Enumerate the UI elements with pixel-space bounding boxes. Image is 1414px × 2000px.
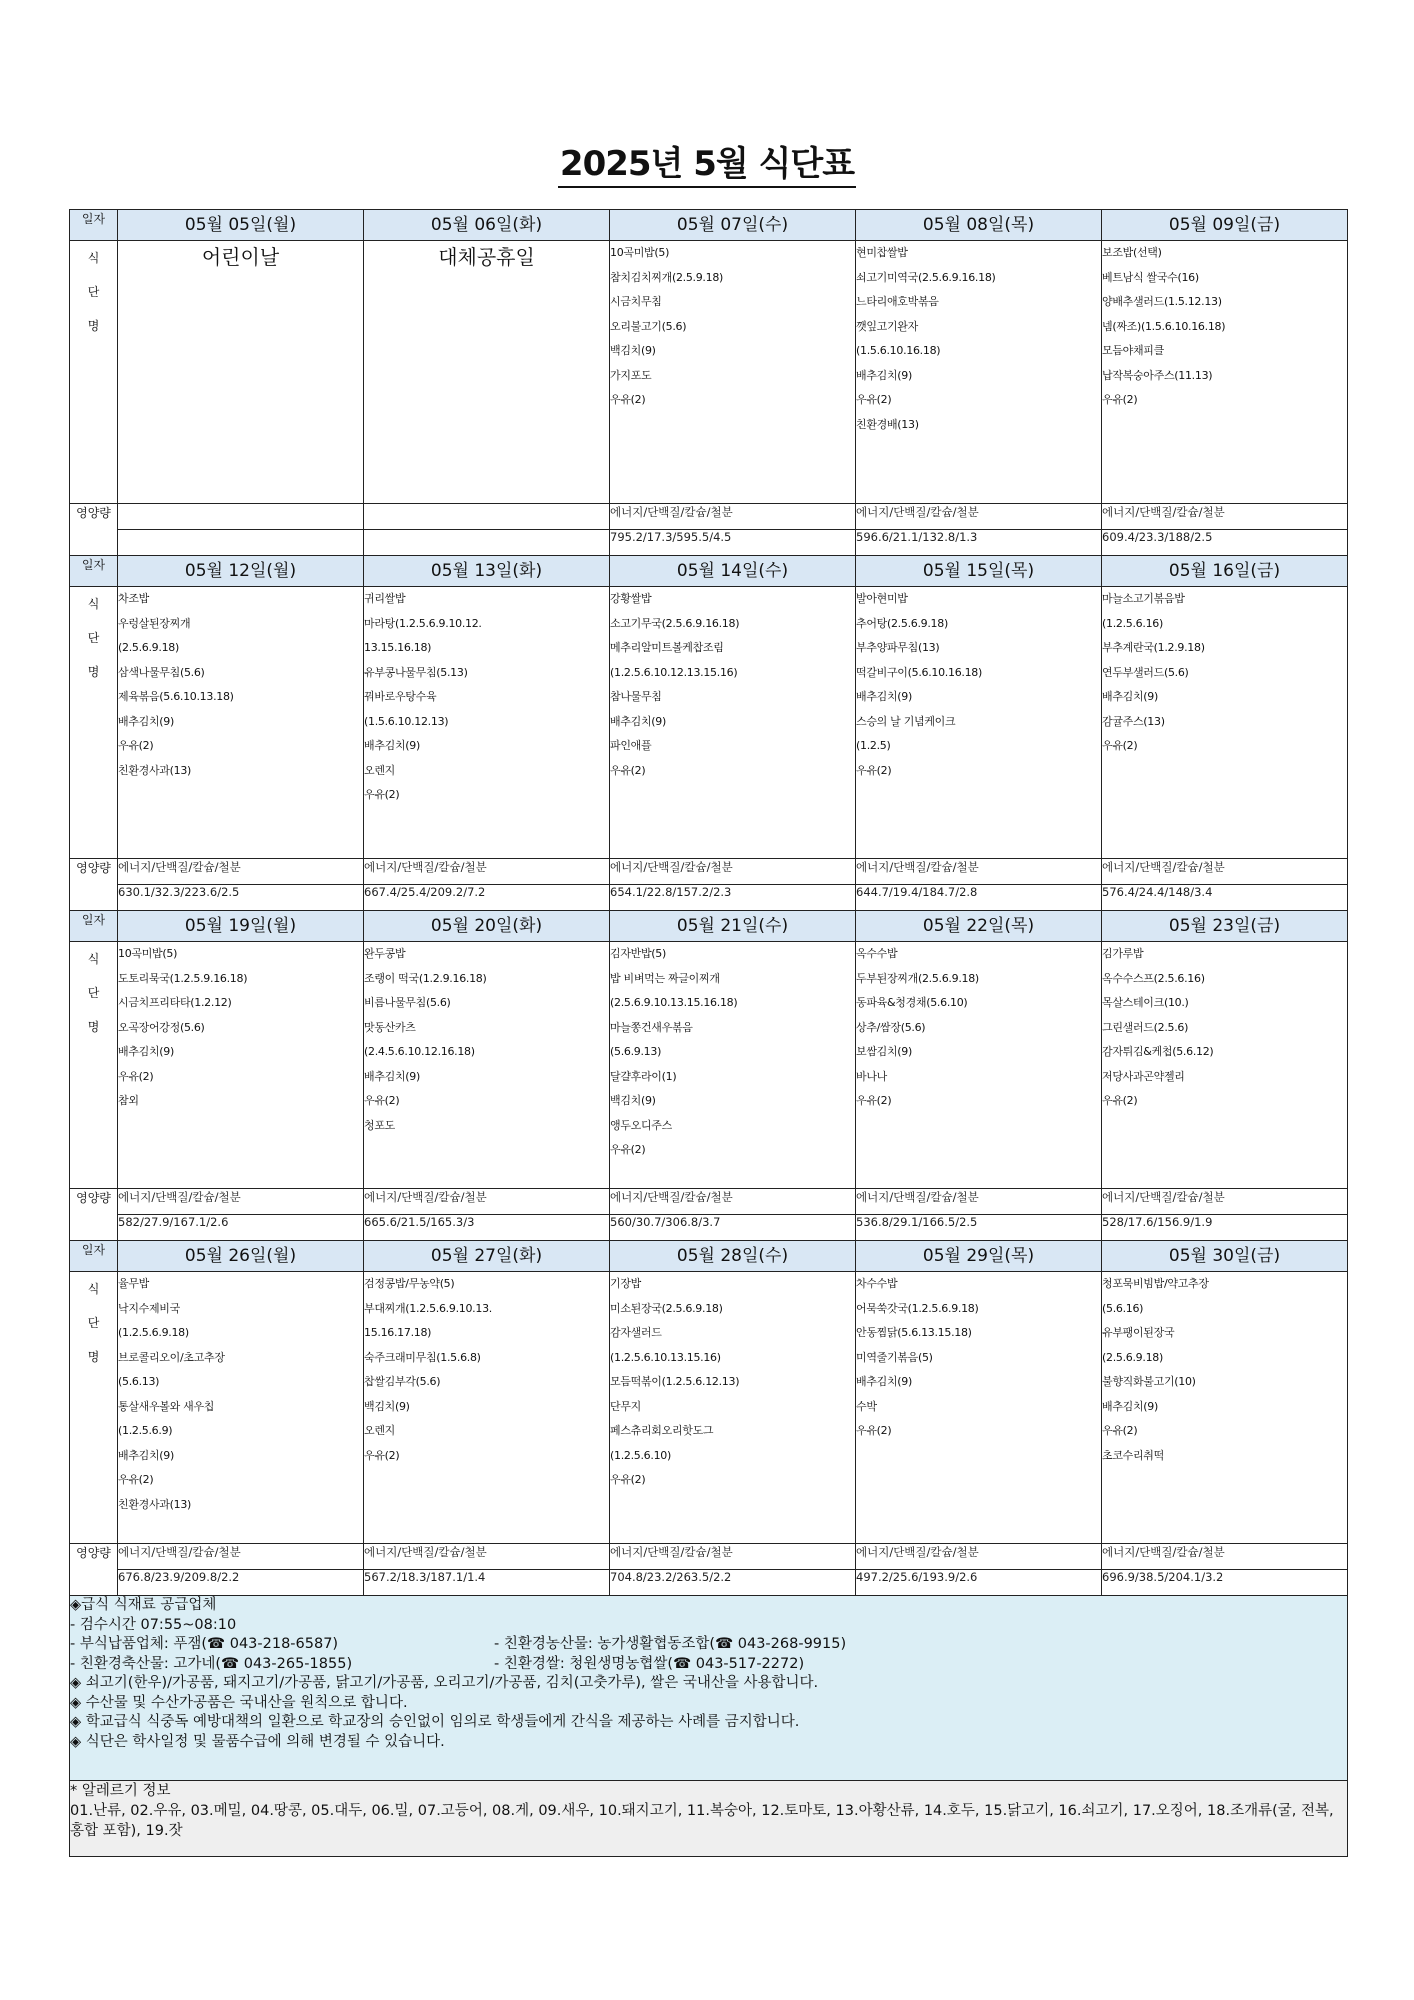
menu-item: 옥수수스프(2.5.6.16) [1102, 971, 1205, 985]
date-label: 일자 [70, 911, 118, 942]
menu-item: 숙주크래미무침(1.5.6.8) [364, 1350, 481, 1364]
menu-item: 친환경사과(13) [118, 1497, 192, 1511]
menu-item: 두부된장찌개(2.5.6.9.18) [856, 971, 979, 985]
menu-item: 바나나 [856, 1069, 887, 1083]
menu-label-char: 식 [87, 1282, 100, 1296]
menu-item: 우유(2) [856, 1424, 892, 1437]
menu-item: 유부팽이된장국 [1102, 1326, 1175, 1339]
menu-item: 단무지 [610, 1399, 641, 1413]
day-date: 05월 27일(화) [364, 1241, 610, 1272]
menu-item: 우유(2) [856, 763, 892, 777]
menu-item: 배추김치(9) [118, 714, 174, 728]
nutrition-header: 에너지/단백질/칼슘/철분 [610, 504, 856, 530]
notice-statement: ◈ 수산물 및 수산가공품은 국내산을 원칙으로 합니다. [70, 1694, 408, 1711]
menu-item: 느타리애호박볶음 [856, 295, 939, 308]
day-menu [118, 1272, 364, 1544]
menu-item: 우유(2) [1102, 1424, 1138, 1437]
menu-item: 10곡미밥(5) [118, 947, 178, 960]
menu-item: 유부콩나물무침(5.13) [364, 665, 468, 679]
menu-item: 옥수수밥 [856, 947, 898, 960]
nutrition-header: 에너지/단백질/칼슘/철분 [364, 859, 610, 885]
day-date: 05월 28일(수) [610, 1241, 856, 1272]
menu-label-char: 식 [87, 597, 100, 611]
menu-item: 배추김치(9) [856, 1375, 912, 1388]
supplier-notice [70, 1596, 1348, 1781]
nutrition-header [364, 504, 610, 530]
menu-item: 연두부샐러드(5.6) [1102, 665, 1189, 679]
nutrition-header: 에너지/단백질/칼슘/철분 [364, 1189, 610, 1215]
menu-label-char: 식 [87, 952, 100, 966]
supplier-entry: - 친환경농산물: 농가생활협동조합(☎ 043-268-9915) [494, 1636, 847, 1652]
menu-item: 저당사과곤약젤리 [1102, 1069, 1185, 1083]
nutrition-header: 에너지/단백질/칼슘/철분 [856, 859, 1102, 885]
menu-item: 스승의 날 기념케이크 [856, 714, 956, 728]
menu-item: 미역줄기볶음(5) [856, 1350, 933, 1364]
day-menu [610, 1272, 856, 1544]
menu-item: 율무밥 [118, 1277, 149, 1290]
menu-item: 제육볶음(5.6.10.13.18) [118, 690, 234, 703]
allergy-heading: * 알레르기 정보 [70, 1783, 171, 1799]
menu-item: 부추양파무침(13) [856, 641, 940, 654]
menu-label-char: 단 [87, 986, 100, 1000]
menu-item: 불향직화불고기(10) [1102, 1375, 1196, 1388]
menu-item: 친환경사과(13) [118, 763, 192, 777]
day-date: 05월 23일(금) [1102, 911, 1348, 942]
allergy-info [70, 1781, 1348, 1857]
day-menu [610, 241, 856, 504]
nutrition-values: 795.2/17.3/595.5/4.5 [610, 530, 856, 556]
menu-item: 귀리쌀밥 [364, 592, 406, 605]
menu-item: 우유(2) [364, 1448, 400, 1462]
nutrition-header: 에너지/단백질/칼슘/철분 [118, 1544, 364, 1570]
menu-item: 배추김치(9) [856, 690, 912, 703]
day-date: 05월 05일(월) [118, 210, 364, 241]
day-date: 05월 13일(화) [364, 556, 610, 587]
menu-item: (1.5.6.10.12.13) [364, 714, 449, 728]
day-menu [118, 942, 364, 1189]
menu-item: 완두콩밥 [364, 947, 406, 960]
menu-item: 떡갈비구이(5.6.10.16.18) [856, 665, 982, 679]
menu-item: 우유(2) [856, 1094, 892, 1107]
menu-item: 배추김치(9) [856, 368, 912, 382]
allergy-list: 01.난류, 02.우유, 03.메밀, 04.땅콩, 05.대두, 06.밀, 07.고등어, 08.게, 09.새우, 10.돼지고기, 11.복숭아, 12.토마토, 13.아황산류, 14.호두, 15.닭고기, 16.쇠고기, 17.오징어, 18.조개류(굴, 전복, 홍합 포함), 19.잣 [70, 1803, 1334, 1839]
menu-label-char: 단 [87, 631, 100, 645]
day-date: 05월 21일(수) [610, 911, 856, 942]
nutrition-header: 에너지/단백질/칼슘/철분 [364, 1544, 610, 1570]
menu-item: 페스츄리회오리핫도그 [610, 1424, 714, 1437]
menu-item: (1.2.5.6.10.13.15.16) [610, 1350, 721, 1364]
menu-label-char: 단 [87, 285, 100, 299]
menu-item: 청포묵비빔밥/약고추장 [1102, 1277, 1209, 1290]
menu-item: 보조밥(선택) [1102, 246, 1162, 259]
menu-item: 배추김치(9) [610, 714, 666, 728]
nutrition-header: 에너지/단백질/칼슘/철분 [856, 1189, 1102, 1215]
nutrition-label: 영양량 [70, 504, 118, 556]
date-label: 일자 [70, 210, 118, 241]
menu-item: 추어탕(2.5.6.9.18) [856, 616, 948, 630]
menu-item: 부대찌개(1.2.5.6.9.10.13. [364, 1301, 492, 1315]
menu-item: 우유(2) [1102, 739, 1138, 752]
menu-item: 도토리묵국(1.2.5.9.16.18) [118, 971, 248, 985]
menu-item: 소고기무국(2.5.6.9.16.18) [610, 616, 740, 630]
day-date: 05월 09일(금) [1102, 210, 1348, 241]
day-menu [856, 1272, 1102, 1544]
day-menu [364, 942, 610, 1189]
menu-item: 어묵쑥갓국(1.2.5.6.9.18) [856, 1301, 979, 1315]
menu-item: 우유(2) [610, 1143, 646, 1156]
nutrition-values: 665.6/21.5/165.3/3 [364, 1215, 610, 1241]
menu-item: 앵두오디주스 [610, 1118, 672, 1132]
nutrition-values: 667.4/25.4/209.2/7.2 [364, 885, 610, 911]
menu-item: 수박 [856, 1399, 877, 1413]
nutrition-label: 영양량 [70, 1544, 118, 1596]
day-menu [856, 942, 1102, 1189]
menu-label-char: 명 [87, 1020, 100, 1034]
menu-item: 검정콩밥/무농약(5) [364, 1277, 455, 1290]
menu-item: 쇠고기미역국(2.5.6.9.16.18) [856, 270, 996, 284]
menu-item: (2.5.6.9.18) [1102, 1350, 1163, 1364]
menu-item: 시금치프리타타(1.2.12) [118, 996, 232, 1009]
menu-item: 우유(2) [856, 393, 892, 406]
menu-item: 모듬떡볶이(1.2.5.6.12.13) [610, 1375, 740, 1388]
supplier-entry: - 친환경축산물: 고가네(☎ 043-265-1855) [70, 1655, 353, 1672]
notice-statement: ◈ 식단은 학사일정 및 물품수급에 의해 변경될 수 있습니다. [70, 1733, 445, 1750]
menu-item: 깻잎고기완자 [856, 319, 918, 333]
menu-item: 모듬야채피클 [1102, 344, 1164, 357]
day-menu [1102, 942, 1348, 1189]
menu-item: (1.2.5.6.10.12.13.15.16) [610, 665, 738, 679]
menu-item: 발아현미밥 [856, 592, 908, 605]
menu-item: 청포도 [364, 1118, 395, 1132]
nutrition-header: 에너지/단백질/칼슘/철분 [118, 859, 364, 885]
nutrition-header [118, 504, 364, 530]
menu-item: 배추김치(9) [118, 1448, 174, 1462]
day-date: 05월 08일(목) [856, 210, 1102, 241]
menu-item: (5.6.9.13) [610, 1045, 662, 1058]
day-menu [856, 241, 1102, 504]
menu-item: 우렁살된장찌개 [118, 616, 191, 630]
menu-item: 우유(2) [1102, 1094, 1138, 1107]
menu-item: 우유(2) [364, 1094, 400, 1107]
menu-item: 차수수밥 [856, 1277, 898, 1290]
notice-heading: ◈급식 식재료 공급업체 [70, 1597, 217, 1613]
menu-item: (1.2.5.6.9) [118, 1424, 173, 1437]
menu-item: 우유(2) [610, 763, 646, 777]
notice-statement: ◈ 쇠고기(한우)/가공품, 돼지고기/가공품, 닭고기/가공품, 오리고기/가공품, 김치(고춧가루), 쌀은 국내산을 사용합니다. [70, 1675, 819, 1691]
menu-item: 낙지수제비국 [118, 1301, 180, 1315]
menu-item: 우유(2) [610, 1473, 646, 1486]
menu-item: 동파육&청경채(5.6.10) [856, 996, 968, 1009]
menu-label [70, 942, 118, 1189]
day-date: 05월 07일(수) [610, 210, 856, 241]
nutrition-values: 630.1/32.3/223.6/2.5 [118, 885, 364, 911]
day-menu [364, 1272, 610, 1544]
menu-item: 메추리알미트볼케찹조림 [610, 641, 724, 654]
menu-item: 기장밥 [610, 1277, 641, 1290]
menu-item: 배추김치(9) [1102, 1399, 1158, 1413]
menu-item: (2.5.6.9.10.13.15.16.18) [610, 996, 738, 1009]
menu-item: 배추김치(9) [1102, 690, 1158, 703]
nutrition-header: 에너지/단백질/칼슘/철분 [856, 1544, 1102, 1570]
menu-item: 통살새우볼와 새우칩 [118, 1399, 215, 1413]
menu-item: 10곡미밥(5) [610, 246, 670, 259]
nutrition-values: 654.1/22.8/157.2/2.3 [610, 885, 856, 911]
menu-item: 오리불고기(5.6) [610, 319, 687, 333]
page-title: 2025년 5월 식단표 [0, 136, 1414, 185]
menu-item: 초코수리취떡 [1102, 1448, 1164, 1462]
nutrition-label: 영양량 [70, 859, 118, 911]
menu-item: 13.15.16.18) [364, 641, 432, 654]
menu-item: 오렌지 [364, 763, 395, 777]
day-menu [364, 587, 610, 859]
menu-label [70, 1272, 118, 1544]
menu-item: 우유(2) [1102, 393, 1138, 406]
menu-item: 백김치(9) [610, 1094, 656, 1107]
menu-item: 꿔바로우탕수육 [364, 690, 437, 703]
nutrition-values: 497.2/25.6/193.9/2.6 [856, 1570, 1102, 1596]
menu-item: 안동찜닭(5.6.13.15.18) [856, 1326, 972, 1339]
nutrition-header: 에너지/단백질/칼슘/철분 [1102, 859, 1348, 885]
day-date: 05월 19일(월) [118, 911, 364, 942]
menu-item: 배추김치(9) [364, 1069, 420, 1083]
menu-item: 우유(2) [610, 393, 646, 406]
menu-item: 차조밥 [118, 592, 149, 605]
notice-statement: ◈ 학교급식 식중독 예방대책의 일환으로 학교장의 승인없이 임의로 학생들에게 간식을 제공하는 사례를 금지합니다. [70, 1714, 800, 1730]
day-menu [1102, 241, 1348, 504]
day-date: 05월 26일(월) [118, 1241, 364, 1272]
day-menu [118, 587, 364, 859]
menu-item: 마라탕(1.2.5.6.9.10.12. [364, 616, 482, 630]
menu-item: 비름나물무침(5.6) [364, 996, 451, 1009]
nutrition-values: 696.9/38.5/204.1/3.2 [1102, 1570, 1348, 1596]
menu-item: 참외 [118, 1094, 139, 1107]
menu-item: 브로콜리오이/초고추장 [118, 1350, 225, 1364]
menu-item: 참나물무침 [610, 690, 662, 703]
supplier-row [70, 1635, 1347, 1655]
menu-item: 우유(2) [364, 788, 400, 801]
menu-item: 백김치(9) [364, 1399, 410, 1413]
menu-item: 마늘쫑건새우볶음 [610, 1020, 693, 1034]
menu-item: 우유(2) [118, 1069, 154, 1083]
nutrition-values: 528/17.6/156.9/1.9 [1102, 1215, 1348, 1241]
menu-item: (2.5.6.9.18) [118, 641, 179, 654]
inspection-time: - 검수시간 07:55~08:10 [70, 1616, 237, 1633]
nutrition-values: 582/27.9/167.1/2.6 [118, 1215, 364, 1241]
menu-item: 감자튀김&케첩(5.6.12) [1102, 1045, 1214, 1058]
menu-item: 목살스테이크(10.) [1102, 996, 1189, 1009]
menu-item: 미소된장국(2.5.6.9.18) [610, 1301, 723, 1315]
menu-item: 상추/쌈장(5.6) [856, 1020, 926, 1034]
menu-item: 김자반밥(5) [610, 947, 666, 960]
menu-item: 가지포도 [610, 368, 652, 382]
nutrition-header: 에너지/단백질/칼슘/철분 [1102, 504, 1348, 530]
nutrition-header: 에너지/단백질/칼슘/철분 [610, 859, 856, 885]
nutrition-values: 536.8/29.1/166.5/2.5 [856, 1215, 1102, 1241]
menu-item: 현미찹쌀밥 [856, 246, 908, 259]
menu-item: 참치김치찌개(2.5.9.18) [610, 270, 724, 284]
nutrition-header: 에너지/단백질/칼슘/철분 [1102, 1544, 1348, 1570]
day-date: 05월 20일(화) [364, 911, 610, 942]
nutrition-header: 에너지/단백질/칼슘/철분 [610, 1544, 856, 1570]
menu-item: 조랭이 떡국(1.2.9.16.18) [364, 971, 487, 985]
menu-item: 베트남식 쌀국수(16) [1102, 270, 1199, 284]
menu-item: 감자샐러드 [610, 1326, 662, 1339]
day-menu [610, 942, 856, 1189]
menu-item: 맛동산카츠 [364, 1020, 416, 1034]
nutrition-values: 576.4/24.4/148/3.4 [1102, 885, 1348, 911]
day-date: 05월 12일(월) [118, 556, 364, 587]
nutrition-header: 에너지/단백질/칼슘/철분 [118, 1189, 364, 1215]
day-menu [610, 587, 856, 859]
menu-label-char: 명 [87, 1350, 100, 1364]
nutrition-values [118, 530, 364, 556]
menu-item: 김가루밥 [1102, 947, 1144, 960]
day-date: 05월 29일(목) [856, 1241, 1102, 1272]
nutrition-header: 에너지/단백질/칼슘/철분 [610, 1189, 856, 1215]
day-date: 05월 30일(금) [1102, 1241, 1348, 1272]
menu-item: (5.6.13) [118, 1375, 160, 1388]
menu-item: (1.2.5.6.10) [610, 1448, 671, 1462]
menu-item: 강황쌀밥 [610, 592, 652, 605]
menu-item: 오곡장어강정(5.6) [118, 1020, 205, 1034]
menu-item: 양배추샐러드(1.5.12.13) [1102, 295, 1222, 308]
menu-label [70, 241, 118, 504]
day-menu [856, 587, 1102, 859]
nutrition-header: 에너지/단백질/칼슘/철분 [856, 504, 1102, 530]
menu-label-char: 명 [87, 665, 100, 679]
menu-item: 찹쌀김부각(5.6) [364, 1375, 441, 1388]
date-label: 일자 [70, 556, 118, 587]
nutrition-values [364, 530, 610, 556]
menu-item: 그린샐러드(2.5.6) [1102, 1020, 1189, 1034]
menu-table [69, 209, 1348, 1857]
menu-item: 마늘소고기볶음밥 [1102, 592, 1185, 605]
nutrition-values: 567.2/18.3/187.1/1.4 [364, 1570, 610, 1596]
menu-item: (1.2.5.6.16) [1102, 616, 1163, 630]
menu-item: 친환경배(13) [856, 417, 919, 431]
menu-label-char: 단 [87, 1316, 100, 1330]
day-date: 05월 22일(목) [856, 911, 1102, 942]
menu-item: 우유(2) [118, 1473, 154, 1486]
menu-item: 백김치(9) [610, 344, 656, 357]
menu-label [70, 587, 118, 859]
day-date: 05월 15일(목) [856, 556, 1102, 587]
supplier-entry: - 친환경쌀: 청원생명농협쌀(☎ 043-517-2272) [494, 1655, 805, 1672]
nutrition-values: 704.8/23.2/263.5/2.2 [610, 1570, 856, 1596]
day-date: 05월 14일(수) [610, 556, 856, 587]
day-date: 05월 06일(화) [364, 210, 610, 241]
day-menu [1102, 1272, 1348, 1544]
menu-item: 시금치무침 [610, 295, 662, 308]
menu-item: 부추계란국(1.2.9.18) [1102, 641, 1205, 654]
day-menu [1102, 587, 1348, 859]
menu-item: 넴(짜조)(1.5.6.10.16.18) [1102, 319, 1226, 333]
menu-item: 달걀후라이(1) [610, 1069, 677, 1083]
nutrition-values: 609.4/23.3/188/2.5 [1102, 530, 1348, 556]
menu-item: 납작복숭아주스(11.13) [1102, 368, 1213, 382]
menu-label-char: 명 [87, 319, 100, 333]
supplier-row [70, 1655, 1347, 1675]
nutrition-header: 에너지/단백질/칼슘/철분 [1102, 1189, 1348, 1215]
menu-label-char: 식 [87, 251, 100, 265]
nutrition-label: 영양량 [70, 1189, 118, 1241]
menu-item: 파인애플 [610, 739, 652, 752]
date-label: 일자 [70, 1241, 118, 1272]
menu-item: 15.16.17.18) [364, 1326, 432, 1339]
menu-item: (1.2.5) [856, 739, 891, 752]
menu-item: 밥 비벼먹는 짜글이찌개 [610, 971, 720, 985]
menu-item: 오렌지 [364, 1424, 395, 1437]
supplier-entry: - 부식납품업체: 푸잼(☎ 043-218-6587) [70, 1636, 339, 1652]
menu-item: 감귤주스(13) [1102, 714, 1165, 728]
holiday-label: 어린이날 [118, 241, 364, 504]
menu-item: (1.2.5.6.9.18) [118, 1326, 189, 1339]
menu-item: 배추김치(9) [118, 1045, 174, 1058]
nutrition-values: 560/30.7/306.8/3.7 [610, 1215, 856, 1241]
menu-item: (2.4.5.6.10.12.16.18) [364, 1045, 475, 1058]
menu-item: 보쌈김치(9) [856, 1045, 912, 1058]
menu-item: (1.5.6.10.16.18) [856, 344, 941, 357]
menu-item: 배추김치(9) [364, 739, 420, 752]
day-date: 05월 16일(금) [1102, 556, 1348, 587]
nutrition-values: 596.6/21.1/132.8/1.3 [856, 530, 1102, 556]
menu-item: 우유(2) [118, 739, 154, 752]
nutrition-values: 676.8/23.9/209.8/2.2 [118, 1570, 364, 1596]
holiday-label: 대체공휴일 [364, 241, 610, 504]
nutrition-values: 644.7/19.4/184.7/2.8 [856, 885, 1102, 911]
menu-item: 삼색나물무침(5.6) [118, 665, 205, 679]
menu-item: (5.6.16) [1102, 1301, 1144, 1315]
